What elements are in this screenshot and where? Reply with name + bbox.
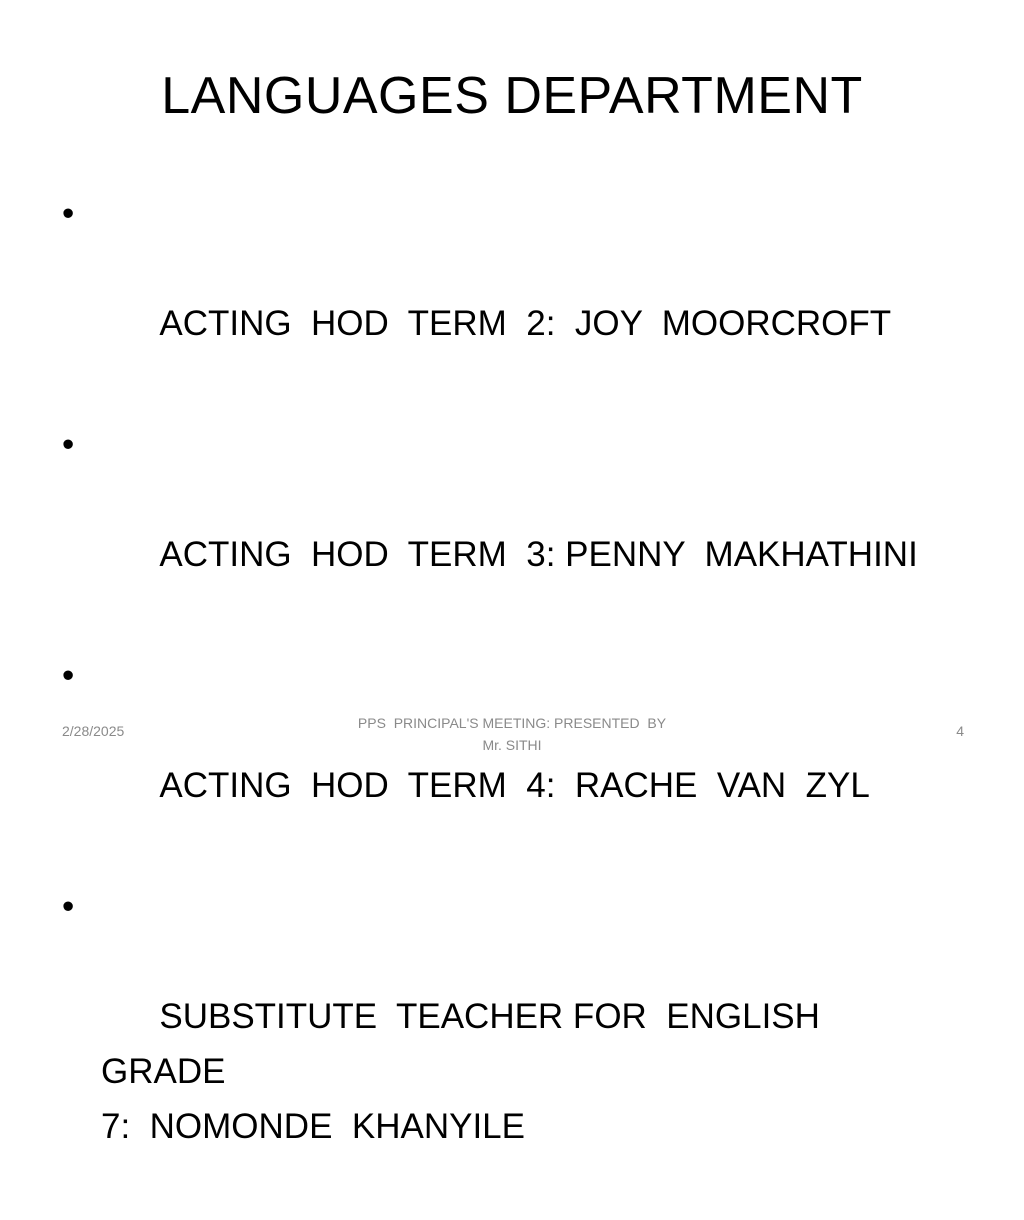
bullet-icon: •	[62, 194, 75, 233]
slide-title: LANGUAGES DEPARTMENT	[161, 67, 863, 125]
bullet-item-term-4	[60, 648, 960, 868]
slide-number: 4	[956, 723, 964, 739]
bullet-icon: •	[62, 656, 75, 695]
bullet-icon: •	[62, 887, 75, 926]
bullet-item-substitute-teacher	[60, 879, 960, 1209]
footer-date: 2/28/2025	[62, 723, 125, 739]
bullet-text: ACTING HOD TERM 2: JOY MOORCROFT	[159, 304, 892, 343]
bullet-icon: •	[62, 425, 75, 464]
bullet-text: ACTING HOD TERM 4: RACHE VAN ZYL	[159, 766, 870, 805]
bullet-text: ACTING HOD TERM 3: PENNY MAKHATHINI	[159, 535, 918, 574]
bullet-text: SUBSTITUTE TEACHER FOR ENGLISH GRADE 7: NOMONDE KHANYILE	[101, 997, 820, 1146]
footer-presenter: PPS PRINCIPAL'S MEETING: PRESENTED BY Mr. SITHI	[357, 715, 667, 753]
bullet-list	[60, 186, 960, 1220]
bullet-item-term-2	[60, 186, 960, 406]
bullet-item-term-3	[60, 417, 960, 637]
